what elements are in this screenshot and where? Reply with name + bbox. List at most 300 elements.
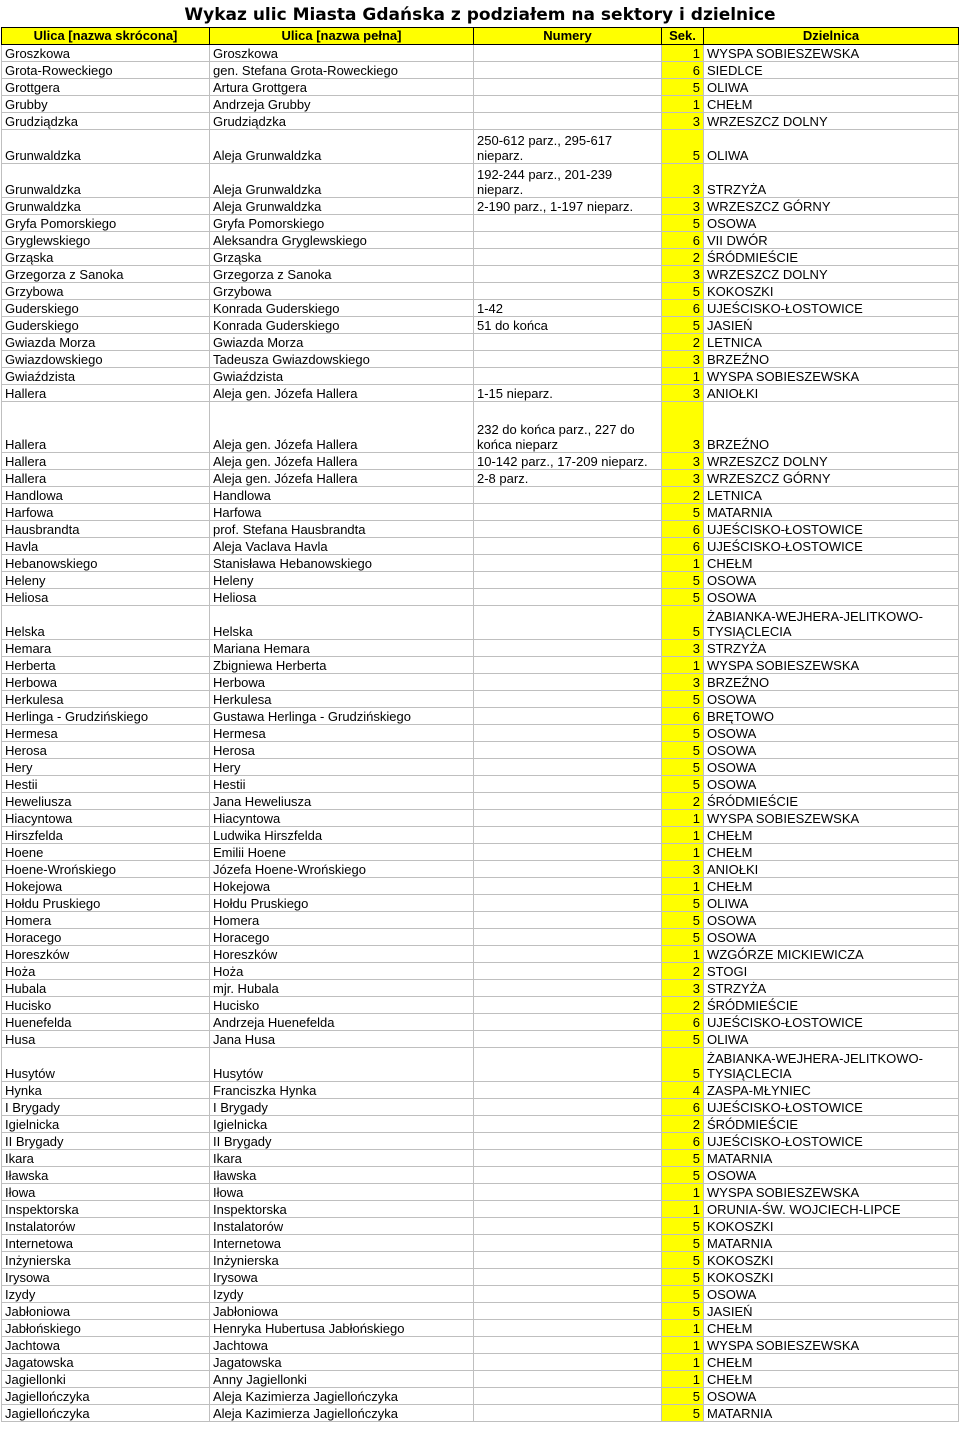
- cell-sector: 3: [662, 402, 704, 453]
- cell-sector: 1: [662, 1337, 704, 1354]
- table-row: [2, 62, 959, 79]
- cell-district: MATARNIA: [704, 1235, 959, 1252]
- cell-short-name: Gryglewskiego: [2, 232, 210, 249]
- cell-short-name: Hausbrandta: [2, 521, 210, 538]
- cell-sector: 5: [662, 1048, 704, 1082]
- cell-numbers: [474, 1099, 662, 1116]
- cell-numbers: 232 do końca parz., 227 do końca nieparz: [474, 402, 662, 453]
- cell-sector: 5: [662, 776, 704, 793]
- cell-district: WYSPA SOBIESZEWSKA: [704, 368, 959, 385]
- table-row: [2, 521, 959, 538]
- cell-full-name: Andrzeja Grubby: [210, 96, 474, 113]
- cell-district: OSOWA: [704, 572, 959, 589]
- cell-district: OSOWA: [704, 929, 959, 946]
- table-row: [2, 1218, 959, 1235]
- cell-sector: 6: [662, 1133, 704, 1150]
- cell-short-name: Hucisko: [2, 997, 210, 1014]
- cell-numbers: [474, 827, 662, 844]
- cell-numbers: 1-42: [474, 300, 662, 317]
- cell-sector: 5: [662, 742, 704, 759]
- table-row: [2, 232, 959, 249]
- cell-district: WRZESZCZ DOLNY: [704, 113, 959, 130]
- cell-sector: 5: [662, 1303, 704, 1320]
- cell-district: JASIEŃ: [704, 317, 959, 334]
- cell-sector: 2: [662, 487, 704, 504]
- cell-full-name: Aleja gen. Józefa Hallera: [210, 453, 474, 470]
- cell-sector: 3: [662, 164, 704, 198]
- cell-district: OSOWA: [704, 1167, 959, 1184]
- cell-numbers: [474, 1269, 662, 1286]
- cell-numbers: 1-15 nieparz.: [474, 385, 662, 402]
- table-row: [2, 555, 959, 572]
- cell-sector: 1: [662, 1184, 704, 1201]
- cell-numbers: [474, 538, 662, 555]
- cell-numbers: [474, 674, 662, 691]
- cell-sector: 5: [662, 589, 704, 606]
- cell-short-name: Homera: [2, 912, 210, 929]
- table-row: [2, 589, 959, 606]
- cell-sector: 1: [662, 878, 704, 895]
- cell-full-name: Gustawa Herlinga - Grudzińskiego: [210, 708, 474, 725]
- cell-short-name: Iłowa: [2, 1184, 210, 1201]
- cell-district: ZASPA-MŁYNIEC: [704, 1082, 959, 1099]
- cell-full-name: Igielnicka: [210, 1116, 474, 1133]
- cell-full-name: Horeszków: [210, 946, 474, 963]
- cell-numbers: [474, 232, 662, 249]
- cell-district: KOKOSZKI: [704, 1252, 959, 1269]
- cell-sector: 1: [662, 1320, 704, 1337]
- cell-numbers: [474, 810, 662, 827]
- cell-sector: 1: [662, 1371, 704, 1388]
- cell-short-name: Internetowa: [2, 1235, 210, 1252]
- cell-sector: 6: [662, 62, 704, 79]
- cell-full-name: Gwiaździsta: [210, 368, 474, 385]
- cell-numbers: [474, 113, 662, 130]
- cell-numbers: [474, 844, 662, 861]
- cell-short-name: Grunwaldzka: [2, 198, 210, 215]
- cell-sector: 3: [662, 470, 704, 487]
- table-row: [2, 470, 959, 487]
- cell-full-name: Tadeusza Gwiazdowskiego: [210, 351, 474, 368]
- header-numbers: Numery: [474, 28, 662, 45]
- cell-short-name: Hebanowskiego: [2, 555, 210, 572]
- cell-district: OLIWA: [704, 1031, 959, 1048]
- cell-full-name: Emilii Hoene: [210, 844, 474, 861]
- cell-sector: 6: [662, 538, 704, 555]
- table-row: [2, 1371, 959, 1388]
- cell-district: ŻABIANKA-WEJHERA-JELITKOWO-TYSIĄCLECIA: [704, 606, 959, 640]
- cell-short-name: Guderskiego: [2, 317, 210, 334]
- cell-sector: 6: [662, 300, 704, 317]
- table-row: [2, 878, 959, 895]
- header-sector: Sek.: [662, 28, 704, 45]
- cell-short-name: Handlowa: [2, 487, 210, 504]
- cell-full-name: Andrzeja Huenefelda: [210, 1014, 474, 1031]
- cell-numbers: [474, 980, 662, 997]
- cell-sector: 5: [662, 130, 704, 164]
- cell-sector: 1: [662, 810, 704, 827]
- cell-numbers: [474, 368, 662, 385]
- cell-sector: 4: [662, 1082, 704, 1099]
- cell-sector: 5: [662, 1388, 704, 1405]
- cell-numbers: [474, 487, 662, 504]
- table-row: [2, 1184, 959, 1201]
- cell-full-name: prof. Stefana Hausbrandta: [210, 521, 474, 538]
- cell-short-name: Ikara: [2, 1150, 210, 1167]
- cell-short-name: Grottgera: [2, 79, 210, 96]
- cell-sector: 2: [662, 997, 704, 1014]
- cell-numbers: [474, 1150, 662, 1167]
- cell-full-name: Groszkowa: [210, 45, 474, 62]
- cell-short-name: I Brygady: [2, 1099, 210, 1116]
- cell-full-name: Jana Heweliusza: [210, 793, 474, 810]
- cell-district: KOKOSZKI: [704, 1269, 959, 1286]
- cell-short-name: Husytów: [2, 1048, 210, 1082]
- cell-district: WRZESZCZ GÓRNY: [704, 470, 959, 487]
- cell-full-name: Zbigniewa Herberta: [210, 657, 474, 674]
- cell-short-name: Grzybowa: [2, 283, 210, 300]
- table-row: [2, 96, 959, 113]
- cell-full-name: Franciszka Hynka: [210, 1082, 474, 1099]
- cell-full-name: I Brygady: [210, 1099, 474, 1116]
- cell-district: LETNICA: [704, 487, 959, 504]
- cell-district: VII DWÓR: [704, 232, 959, 249]
- table-row: [2, 708, 959, 725]
- cell-short-name: Herosa: [2, 742, 210, 759]
- table-row: [2, 249, 959, 266]
- cell-short-name: Hubala: [2, 980, 210, 997]
- header-row: [2, 28, 959, 45]
- table-row: [2, 759, 959, 776]
- table-row: [2, 1252, 959, 1269]
- cell-full-name: Artura Grottgera: [210, 79, 474, 96]
- cell-district: WYSPA SOBIESZEWSKA: [704, 1337, 959, 1354]
- cell-sector: 1: [662, 45, 704, 62]
- cell-numbers: 192-244 parz., 201-239 nieparz.: [474, 164, 662, 198]
- cell-district: CHEŁM: [704, 878, 959, 895]
- cell-sector: 5: [662, 725, 704, 742]
- cell-district: OSOWA: [704, 912, 959, 929]
- table-row: [2, 691, 959, 708]
- cell-district: OSOWA: [704, 589, 959, 606]
- cell-district: WYSPA SOBIESZEWSKA: [704, 657, 959, 674]
- cell-numbers: [474, 1303, 662, 1320]
- table-row: [2, 1133, 959, 1150]
- table-row: [2, 113, 959, 130]
- cell-district: KOKOSZKI: [704, 283, 959, 300]
- cell-short-name: Jagiellończyka: [2, 1388, 210, 1405]
- cell-district: OSOWA: [704, 1388, 959, 1405]
- table-row: [2, 1388, 959, 1405]
- cell-numbers: [474, 691, 662, 708]
- cell-district: OSOWA: [704, 725, 959, 742]
- cell-numbers: [474, 759, 662, 776]
- cell-full-name: Hokejowa: [210, 878, 474, 895]
- table-row: [2, 1320, 959, 1337]
- cell-sector: 6: [662, 1099, 704, 1116]
- cell-short-name: Harfowa: [2, 504, 210, 521]
- cell-full-name: gen. Stefana Grota-Roweckiego: [210, 62, 474, 79]
- cell-sector: 2: [662, 963, 704, 980]
- cell-full-name: Jabłoniowa: [210, 1303, 474, 1320]
- cell-short-name: Hery: [2, 759, 210, 776]
- cell-numbers: [474, 1218, 662, 1235]
- cell-numbers: 10-142 parz., 17-209 nieparz.: [474, 453, 662, 470]
- cell-numbers: [474, 912, 662, 929]
- cell-full-name: Aleja Vaclava Havla: [210, 538, 474, 555]
- cell-full-name: Ludwika Hirszfelda: [210, 827, 474, 844]
- cell-short-name: Grunwaldzka: [2, 130, 210, 164]
- table-row: [2, 946, 959, 963]
- cell-numbers: [474, 62, 662, 79]
- cell-district: ANIOŁKI: [704, 385, 959, 402]
- cell-full-name: Instalatorów: [210, 1218, 474, 1235]
- cell-district: UJEŚCISKO-ŁOSTOWICE: [704, 1099, 959, 1116]
- cell-sector: 5: [662, 572, 704, 589]
- cell-numbers: [474, 725, 662, 742]
- cell-short-name: Grota-Roweckiego: [2, 62, 210, 79]
- cell-short-name: Hoża: [2, 963, 210, 980]
- cell-full-name: Mariana Hemara: [210, 640, 474, 657]
- table-body: [2, 45, 959, 1422]
- table-row: [2, 300, 959, 317]
- cell-numbers: [474, 1082, 662, 1099]
- page-title: Wykaz ulic Miasta Gdańska z podziałem na sektory i dzielnice: [184, 5, 776, 25]
- table-row: [2, 351, 959, 368]
- cell-full-name: Helska: [210, 606, 474, 640]
- cell-numbers: [474, 1286, 662, 1303]
- cell-short-name: Jagiellończyka: [2, 1405, 210, 1422]
- cell-full-name: Aleja Grunwaldzka: [210, 130, 474, 164]
- header-district: Dzielnica: [704, 28, 959, 45]
- cell-district: STRZYŻA: [704, 640, 959, 657]
- cell-full-name: Jagatowska: [210, 1354, 474, 1371]
- cell-short-name: Guderskiego: [2, 300, 210, 317]
- cell-sector: 5: [662, 606, 704, 640]
- cell-district: MATARNIA: [704, 504, 959, 521]
- cell-sector: 6: [662, 232, 704, 249]
- table-row: [2, 385, 959, 402]
- table-row: [2, 1286, 959, 1303]
- cell-full-name: Hermesa: [210, 725, 474, 742]
- cell-numbers: [474, 1337, 662, 1354]
- cell-sector: 1: [662, 844, 704, 861]
- cell-district: BRZEŹNO: [704, 402, 959, 453]
- cell-sector: 5: [662, 759, 704, 776]
- cell-numbers: [474, 895, 662, 912]
- cell-district: STRZYŻA: [704, 164, 959, 198]
- table-row: [2, 368, 959, 385]
- cell-sector: 5: [662, 283, 704, 300]
- table-row: [2, 1201, 959, 1218]
- cell-full-name: Aleja Grunwaldzka: [210, 198, 474, 215]
- table-row: [2, 45, 959, 62]
- table-row: [2, 1405, 959, 1422]
- cell-full-name: Henryka Hubertusa Jabłońskiego: [210, 1320, 474, 1337]
- cell-numbers: [474, 334, 662, 351]
- cell-district: OLIWA: [704, 130, 959, 164]
- cell-full-name: mjr. Hubala: [210, 980, 474, 997]
- cell-district: SIEDLCE: [704, 62, 959, 79]
- cell-numbers: [474, 1252, 662, 1269]
- cell-sector: 3: [662, 113, 704, 130]
- cell-numbers: [474, 555, 662, 572]
- cell-sector: 5: [662, 895, 704, 912]
- cell-full-name: Aleja Grunwaldzka: [210, 164, 474, 198]
- cell-sector: 5: [662, 1269, 704, 1286]
- table-row: [2, 164, 959, 198]
- cell-short-name: Herkulesa: [2, 691, 210, 708]
- cell-sector: 5: [662, 1252, 704, 1269]
- cell-district: CHEŁM: [704, 1320, 959, 1337]
- cell-district: BRZEŹNO: [704, 674, 959, 691]
- cell-numbers: 2-8 parz.: [474, 470, 662, 487]
- cell-numbers: [474, 1184, 662, 1201]
- cell-short-name: II Brygady: [2, 1133, 210, 1150]
- cell-sector: 1: [662, 555, 704, 572]
- cell-district: WYSPA SOBIESZEWSKA: [704, 45, 959, 62]
- cell-short-name: Jagiellonki: [2, 1371, 210, 1388]
- table-row: [2, 793, 959, 810]
- cell-sector: 2: [662, 1116, 704, 1133]
- cell-full-name: Gryfa Pomorskiego: [210, 215, 474, 232]
- cell-short-name: Jabłońskiego: [2, 1320, 210, 1337]
- cell-full-name: Konrada Guderskiego: [210, 300, 474, 317]
- cell-district: UJEŚCISKO-ŁOSTOWICE: [704, 1133, 959, 1150]
- cell-short-name: Hokejowa: [2, 878, 210, 895]
- cell-district: WYSPA SOBIESZEWSKA: [704, 1184, 959, 1201]
- table-row: [2, 1354, 959, 1371]
- cell-short-name: Grzegorza z Sanoka: [2, 266, 210, 283]
- cell-short-name: Herberta: [2, 657, 210, 674]
- cell-district: WRZESZCZ DOLNY: [704, 453, 959, 470]
- cell-short-name: Gwiazda Morza: [2, 334, 210, 351]
- table-row: [2, 606, 959, 640]
- cell-sector: 3: [662, 640, 704, 657]
- cell-full-name: Grudziądzka: [210, 113, 474, 130]
- cell-sector: 2: [662, 793, 704, 810]
- cell-short-name: Horeszków: [2, 946, 210, 963]
- cell-numbers: [474, 606, 662, 640]
- cell-sector: 5: [662, 1218, 704, 1235]
- table-row: [2, 725, 959, 742]
- cell-short-name: Grubby: [2, 96, 210, 113]
- cell-sector: 5: [662, 317, 704, 334]
- cell-sector: 5: [662, 1167, 704, 1184]
- cell-full-name: Herkulesa: [210, 691, 474, 708]
- cell-short-name: Heleny: [2, 572, 210, 589]
- cell-short-name: Hynka: [2, 1082, 210, 1099]
- table-row: [2, 674, 959, 691]
- cell-numbers: [474, 1014, 662, 1031]
- cell-short-name: Hallera: [2, 402, 210, 453]
- cell-numbers: [474, 861, 662, 878]
- cell-sector: 1: [662, 946, 704, 963]
- cell-numbers: [474, 793, 662, 810]
- cell-district: WYSPA SOBIESZEWSKA: [704, 810, 959, 827]
- cell-sector: 1: [662, 1354, 704, 1371]
- table-row: [2, 1031, 959, 1048]
- table-row: [2, 487, 959, 504]
- cell-short-name: Gwiazdowskiego: [2, 351, 210, 368]
- table-row: [2, 538, 959, 555]
- cell-district: UJEŚCISKO-ŁOSTOWICE: [704, 521, 959, 538]
- cell-numbers: [474, 640, 662, 657]
- cell-full-name: Aleja gen. Józefa Hallera: [210, 385, 474, 402]
- cell-sector: 1: [662, 96, 704, 113]
- cell-full-name: Irysowa: [210, 1269, 474, 1286]
- cell-sector: 5: [662, 1405, 704, 1422]
- cell-district: WZGÓRZE MICKIEWICZA: [704, 946, 959, 963]
- cell-district: MATARNIA: [704, 1150, 959, 1167]
- cell-full-name: Konrada Guderskiego: [210, 317, 474, 334]
- cell-district: ŚRÓDMIEŚCIE: [704, 793, 959, 810]
- table-row: [2, 810, 959, 827]
- cell-full-name: Inspektorska: [210, 1201, 474, 1218]
- cell-full-name: Hestii: [210, 776, 474, 793]
- cell-short-name: Iławska: [2, 1167, 210, 1184]
- cell-sector: 3: [662, 266, 704, 283]
- cell-short-name: Jachtowa: [2, 1337, 210, 1354]
- cell-short-name: Heweliusza: [2, 793, 210, 810]
- cell-district: ŚRÓDMIEŚCIE: [704, 1116, 959, 1133]
- cell-district: CHEŁM: [704, 1371, 959, 1388]
- cell-full-name: Jachtowa: [210, 1337, 474, 1354]
- cell-short-name: Herlinga - Grudzińskiego: [2, 708, 210, 725]
- cell-short-name: Groszkowa: [2, 45, 210, 62]
- cell-short-name: Gwiaździsta: [2, 368, 210, 385]
- cell-district: CHEŁM: [704, 96, 959, 113]
- cell-full-name: Hiacyntowa: [210, 810, 474, 827]
- table-row: [2, 640, 959, 657]
- cell-numbers: [474, 1320, 662, 1337]
- cell-numbers: [474, 1405, 662, 1422]
- cell-full-name: Aleja Kazimierza Jagiellończyka: [210, 1405, 474, 1422]
- cell-short-name: Hemara: [2, 640, 210, 657]
- cell-district: KOKOSZKI: [704, 1218, 959, 1235]
- cell-district: OSOWA: [704, 759, 959, 776]
- cell-full-name: Iłowa: [210, 1184, 474, 1201]
- table-row: [2, 1082, 959, 1099]
- cell-full-name: Hoża: [210, 963, 474, 980]
- header-full-name: Ulica [nazwa pełna]: [210, 28, 474, 45]
- cell-full-name: Stanisława Hebanowskiego: [210, 555, 474, 572]
- table-row: [2, 1116, 959, 1133]
- cell-district: JASIEŃ: [704, 1303, 959, 1320]
- cell-numbers: [474, 351, 662, 368]
- table-row: [2, 79, 959, 96]
- cell-full-name: Hucisko: [210, 997, 474, 1014]
- table-row: [2, 980, 959, 997]
- table-row: [2, 1048, 959, 1082]
- cell-district: LETNICA: [704, 334, 959, 351]
- cell-district: OLIWA: [704, 895, 959, 912]
- cell-short-name: Izydy: [2, 1286, 210, 1303]
- cell-district: ŻABIANKA-WEJHERA-JELITKOWO-TYSIĄCLECIA: [704, 1048, 959, 1082]
- cell-sector: 5: [662, 691, 704, 708]
- cell-sector: 1: [662, 368, 704, 385]
- cell-short-name: Igielnicka: [2, 1116, 210, 1133]
- cell-short-name: Irysowa: [2, 1269, 210, 1286]
- cell-district: CHEŁM: [704, 1354, 959, 1371]
- cell-district: OLIWA: [704, 79, 959, 96]
- cell-full-name: Inżynierska: [210, 1252, 474, 1269]
- cell-sector: 1: [662, 1201, 704, 1218]
- cell-full-name: Aleksandra Gryglewskiego: [210, 232, 474, 249]
- cell-numbers: [474, 1116, 662, 1133]
- cell-district: ŚRÓDMIEŚCIE: [704, 249, 959, 266]
- cell-sector: 3: [662, 453, 704, 470]
